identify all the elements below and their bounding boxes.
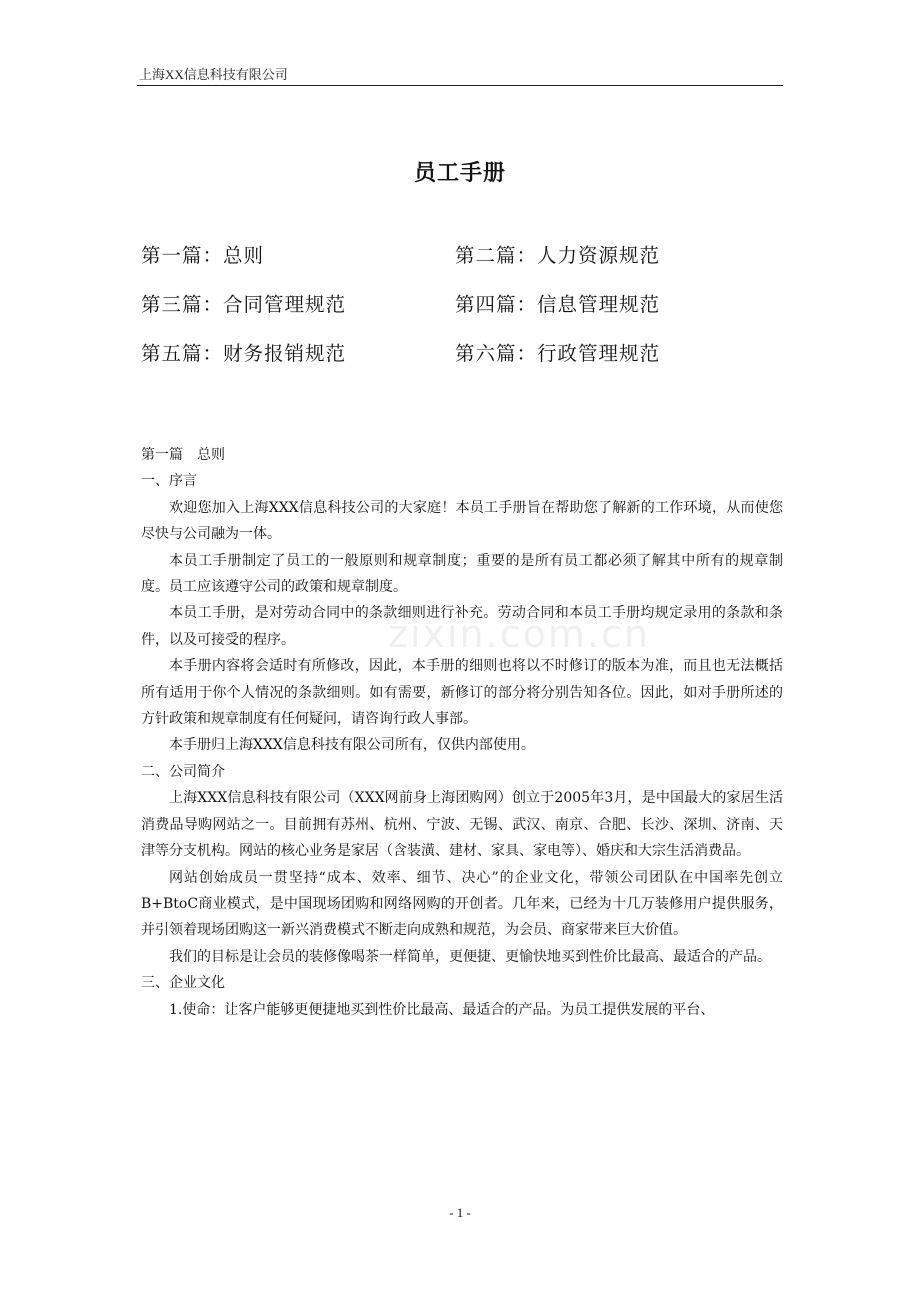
paragraph: 本手册归上海XXX信息科技有限公司所有，仅供内部使用。 [169, 737, 535, 754]
paragraph: 上海XXX信息科技有限公司（XXX网前身上海团购网）创立于2005年3月，是中国最大的家居生活消费品导购网站之一。目前拥有苏州、杭州、宁波、无锡、武汉、南京、合肥、长沙、深圳、济南、天津等分支机构。网站的核心业务是家居（含装潢、建材、家具、家电等）、婚庆和大宗生活消费品。 [141, 790, 783, 860]
running-header: 上海XX信息科技有限公司 [139, 67, 288, 82]
paragraph: 网站创始成员一贯坚持“成本、效率、细节、决心”的企业文化，带领公司团队在中国率先创立B+BtoC商业模式，是中国现场团购和网络网购的开创者。几年来，已经为十几万装修用户提供服务，并引领着现场团购这一新兴消费模式不断走向成熟和规范，为会员、商家带来巨大价值。 [141, 869, 783, 939]
document-title: 员工手册 [413, 161, 506, 186]
list-item: 1.使命：让客户能够更便捷地买到性价比最高、最适合的产品。为员工提供发展的平台、 [169, 1001, 715, 1018]
watermark: zixin.com.cn [388, 612, 650, 656]
document-body [141, 442, 783, 1023]
paragraph: 本手册内容将会适时有所修改，因此，本手册的细则也将以不时修订的版本为准，而且也无法概括所有适用于你个人情况的条款细则。如有需要，新修订的部分将分别告知各位。因此，如对手册所述的方针政策和规章制度有任何疑问，请咨询行政人事部。 [141, 658, 783, 728]
table-of-contents [141, 242, 781, 368]
toc-item: 第一篇：总则 [141, 244, 265, 267]
paragraph: 我们的目标是让会员的装修像喝茶一样简单，更便捷、更愉快地买到性价比最高、最适合的产品。 [169, 948, 771, 965]
header-rule [137, 85, 783, 86]
toc-item: 第五篇：财务报销规范 [141, 342, 347, 365]
page-number: - 1 - [449, 1205, 471, 1220]
paragraph: 本员工手册制定了员工的一般原则和规章制度；重要的是所有员工都必须了解其中所有的规章制度。员工应该遵守公司的政策和规章制度。 [141, 552, 783, 596]
section-heading: 三、企业文化 [141, 975, 225, 992]
part-heading: 第一篇 总则 [141, 447, 225, 463]
section-heading: 一、序言 [141, 473, 197, 490]
toc-item: 第二篇：人力资源规范 [455, 244, 661, 267]
paragraph: 本员工手册，是对劳动合同中的条款细则进行补充。劳动合同和本员工手册均规定录用的条款和条件，以及可接受的程序。 [141, 605, 783, 648]
toc-item: 第三篇：合同管理规范 [141, 293, 347, 316]
section-heading: 二、公司简介 [141, 763, 225, 780]
toc-item: 第六篇：行政管理规范 [455, 342, 661, 365]
paragraph: 欢迎您加入上海XXX信息科技公司的大家庭！本员工手册旨在帮助您了解新的工作环境，从而使您尽快与公司融为一体。 [141, 499, 783, 543]
toc-item: 第四篇：信息管理规范 [455, 293, 661, 316]
